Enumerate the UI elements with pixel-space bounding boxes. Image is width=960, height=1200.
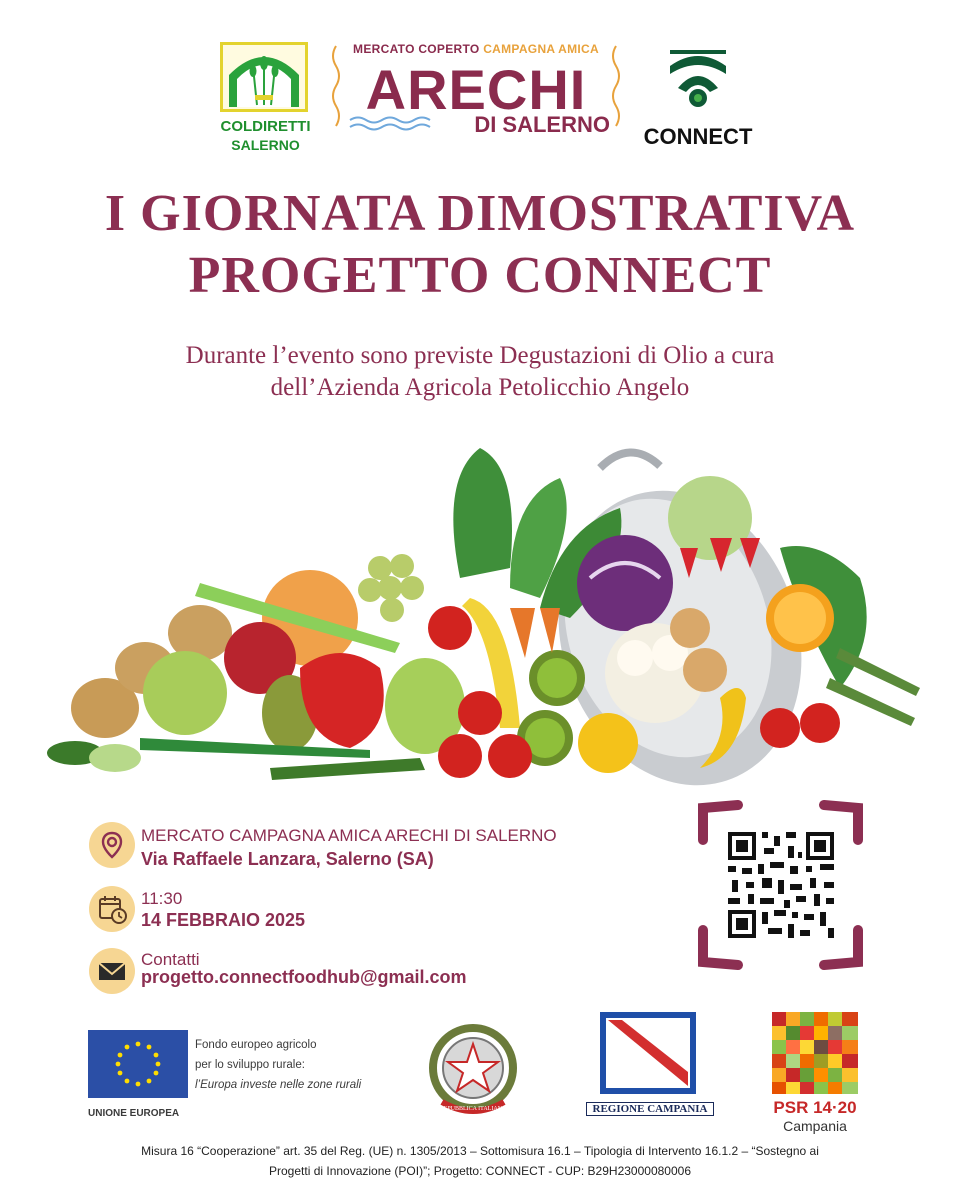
location-pin-icon [89,822,135,868]
wheat-icon [223,45,305,109]
regione-campania-label: REGIONE CAMPANIA [586,1102,714,1116]
italian-republic-label: REPUBBLICA ITALIANA [439,1106,507,1112]
psr-subtitle: Campania [783,1118,847,1134]
footnote-line-2: Progetti di Innovazione (POI)”; Progetto: CONNECT - CUP: B29H23000080006 [269,1164,691,1178]
qr-matrix [728,832,834,938]
star-emblem-icon [424,1020,522,1120]
romanesco [143,651,227,735]
arechi-main: ARECHI [365,58,587,121]
qr-code[interactable] [698,800,864,970]
title-line-2: PROGETTO CONNECT [188,247,772,304]
eu-text-line-1: Fondo europeo agricolo [195,1039,317,1051]
event-date: 14 FEBBRAIO 2025 [141,910,306,930]
event-time: 11:30 [141,889,183,908]
envelope-icon [89,948,135,994]
connect-name: CONNECT [643,124,753,149]
coldiretti-city: SALERNO [231,137,300,153]
eu-text-line-2: per lo sviluppo rurale: [195,1059,305,1071]
calendar-clock-icon [89,886,135,932]
regione-campania-logo [586,1012,714,1132]
coldiretti-emblem [220,42,308,112]
eu-text-line-3: l’Europa investe nelle zone rurali [195,1079,362,1091]
vegetables-image [40,438,920,798]
eu-flag-icon [88,1030,188,1098]
arechi-top-line [330,42,622,56]
arechi-sub: DI SALERNO [474,112,610,137]
grapes [358,554,424,622]
coldiretti-logo [218,40,313,158]
italian-republic-emblem [424,1020,522,1120]
connect-emblem [668,46,728,112]
psr-mosaic-icon [772,1012,858,1094]
footnote-line-1: Misura 16 “Cooperazione” art. 35 del Reg. (UE) n. 1305/2013 – Sottomisura 16.1 – Tipologia di Intervento 16.1.2 – “Sostegno ai [141,1144,819,1158]
psr-title: PSR 14·20 [773,1098,857,1117]
arechi-logo [330,40,622,140]
subtitle-line-2: dell’Azienda Agricola Petolicchio Angelo [270,374,690,401]
coldiretti-name: COLDIRETTI [220,118,311,135]
connect-logo [636,44,760,152]
arechi-top-part1: MERCATO COPERTO [353,42,480,56]
campania-shield-icon [600,1012,696,1094]
contact-email[interactable]: progetto.connectfoodhub@gmail.com [141,967,467,987]
contacts-label: Contatti [141,950,200,969]
subtitle-line-1: Durante l’evento sono previste Degustazioni di Olio a cura [185,342,775,369]
red-cabbage [577,535,673,631]
title-line-1: I GIORNATA DIMOSTRATIVA [104,185,856,242]
eu-logo [88,1030,388,1120]
eu-label: UNIONE EUROPEA [88,1108,180,1119]
psr-campania-logo [770,1012,860,1136]
location-address: Via Raffaele Lanzara, Salerno (SA) [141,849,434,869]
bok-choy [453,448,512,578]
arechi-top-part2: CAMPAGNA AMICA [483,42,599,56]
location-name: MERCATO CAMPAGNA AMICA ARECHI DI SALERNO [141,826,557,845]
